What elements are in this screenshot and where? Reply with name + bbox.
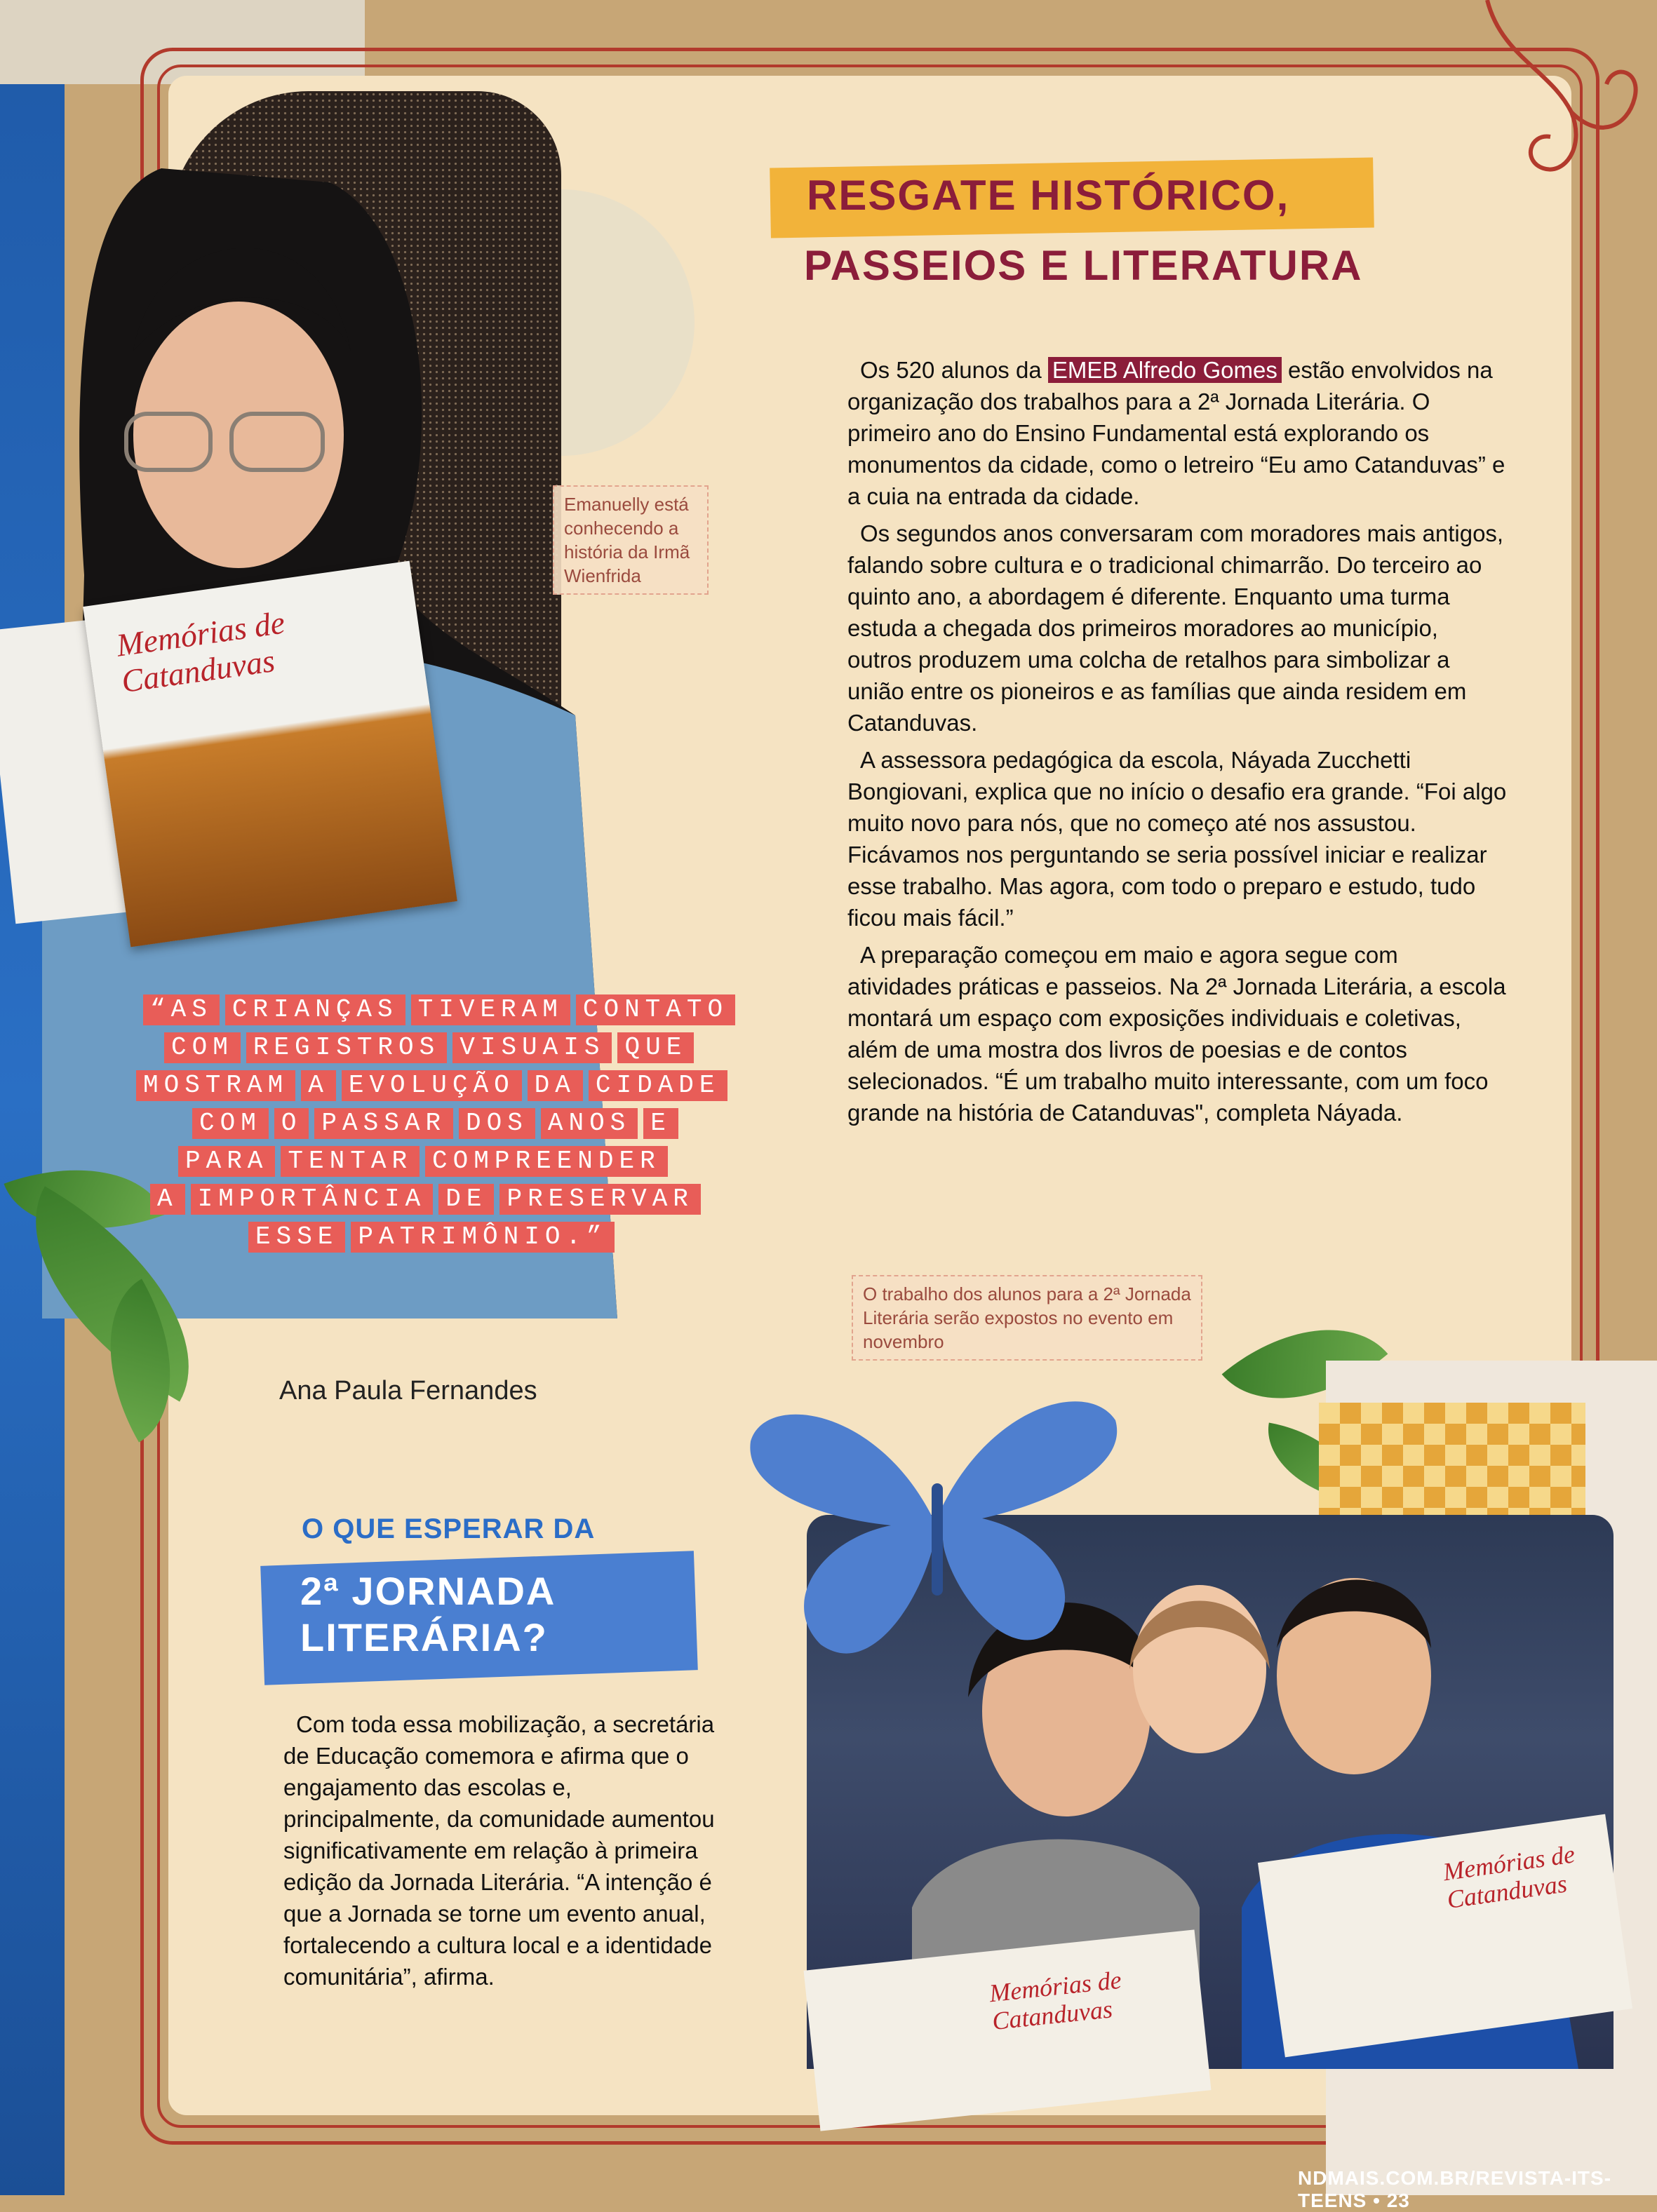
page-title-line2: PASSEIOS E LITERATURA: [804, 242, 1363, 289]
quote-word: PATRIMÔNIO.”: [351, 1222, 614, 1253]
photo-caption-2: O trabalho dos alunos para a 2ª Jornada Literária serão expostos no evento em novembro: [852, 1275, 1202, 1361]
section-title-line2: 2ª JORNADA LITERÁRIA?: [300, 1569, 556, 1659]
section-body: [283, 1708, 732, 1998]
article-body: [847, 354, 1507, 1134]
section-paragraph: Com toda essa mobilização, a secretária de Educação comemora e afirma que o engajamento das escolas e, principalmente, da comunidade aumentou significativamente em relação à primeira edição da Jornada Literária. “A intenção é que a Jornada se torne um evento anual, fortalecendo a cultura local e a identidade comunitária”, afirma.: [283, 1711, 715, 1990]
quote-word: A: [150, 1184, 185, 1215]
paragraph-4: A preparação começou em maio e agora segue com atividades práticas e passeios. Na 2ª Jornada Literária, a escola montará um espaço com exposições individuais e coletivas, além de uma mostra dos livros de poesias e de contos selecionados. “É um trabalho muito interessante, com um foco grande na história de Catanduvas", completa Náyada.: [847, 942, 1506, 1126]
quote-line: [133, 1108, 807, 1139]
quote-author: Ana Paula Fernandes: [279, 1376, 537, 1405]
quote-word: COMPREENDER: [425, 1146, 668, 1177]
quote-word: PASSAR: [314, 1108, 453, 1139]
paragraph-3: A assessora pedagógica da escola, Náyada Zucchetti Bongiovani, explica que no início o desafio era grande. “Foi algo muito novo para nós, que no começo até nos assustou. Ficávamos nos perguntando se seria possível iniciar e realizar esse trabalho. Mas agora, com todo o preparo e estudo, tudo ficou mais fácil.”: [847, 747, 1507, 931]
paragraph-1: Os 520 alunos da EMEB Alfredo Gomes estão envolvidos na organização dos trabalhos para a 2ª Jornada Literária. O primeiro ano do Ensino Fundamental está explorando os monumentos da cidade, como o letreiro “Eu amo Catanduvas” e a cuia na entrada da cidade.: [847, 357, 1505, 509]
quote-word: CONTATO: [576, 994, 735, 1025]
quote-word: COM: [164, 1032, 241, 1063]
quote-word: REGISTROS: [246, 1032, 447, 1063]
quote-word: “AS: [143, 994, 220, 1025]
book-title-right: Memórias de Catanduvas: [1441, 1840, 1577, 1914]
quote-word: E: [643, 1108, 678, 1139]
quote-word: DOS: [459, 1108, 535, 1139]
quote-line: [133, 994, 807, 1025]
quote-word: TENTAR: [281, 1146, 420, 1177]
quote-line: [133, 1070, 807, 1101]
quote-word: QUE: [617, 1032, 694, 1063]
quote-word: O: [274, 1108, 309, 1139]
book-title: Memórias de Catanduvas: [114, 604, 288, 700]
book-title-left: Memórias de Catanduvas: [988, 1965, 1123, 2036]
butterfly-icon: [737, 1378, 1129, 1673]
quote-line: [133, 1184, 807, 1215]
pull-quote: [133, 987, 807, 1260]
quote-word: ANOS: [541, 1108, 638, 1139]
quote-word: DA: [528, 1070, 583, 1101]
quote-line: [133, 1222, 807, 1253]
school-name-highlight: EMEB Alfredo Gomes: [1048, 357, 1282, 383]
page-title-line1: RESGATE HISTÓRICO,: [807, 172, 1290, 219]
section-title-line1: O QUE ESPERAR DA: [302, 1513, 596, 1544]
quote-word: A: [301, 1070, 336, 1101]
quote-word: COM: [192, 1108, 269, 1139]
quote-word: EVOLUÇÃO: [342, 1070, 522, 1101]
quote-word: MOSTRAM: [136, 1070, 295, 1101]
quote-word: ESSE: [248, 1222, 345, 1253]
quote-word: CRIANÇAS: [225, 994, 405, 1025]
paragraph-2: Os segundos anos conversaram com moradores mais antigos, falando sobre cultura e o tradicional chimarrão. Do terceiro ao quinto ano, a abordagem é diferente. Enquanto uma turma estuda a chegada dos primeiros moradores ao município, outros produzem uma colcha de retalhos para simbolizar a união entre os pioneiros e as famílias que ainda residem em Catanduvas.: [847, 520, 1504, 736]
quote-word: PRESERVAR: [499, 1184, 700, 1215]
page-footer: NDMAIS.COM.BR/REVISTA-ITS-TEENS • 23: [1298, 2167, 1612, 2211]
quote-word: IMPORTÂNCIA: [191, 1184, 434, 1215]
photo-caption-1: Emanuelly está conhecendo a história da Irmã Wienfrida: [553, 485, 709, 595]
quote-word: PARA: [178, 1146, 275, 1177]
quote-word: DE: [438, 1184, 494, 1215]
quote-word: VISUAIS: [452, 1032, 612, 1063]
quote-word: CIDADE: [589, 1070, 727, 1101]
quote-line: [133, 1146, 807, 1177]
quote-line: [133, 1032, 807, 1063]
book-cover: [83, 561, 457, 947]
swirl-ornament: [1445, 0, 1656, 203]
quote-word: TIVERAM: [411, 994, 570, 1025]
